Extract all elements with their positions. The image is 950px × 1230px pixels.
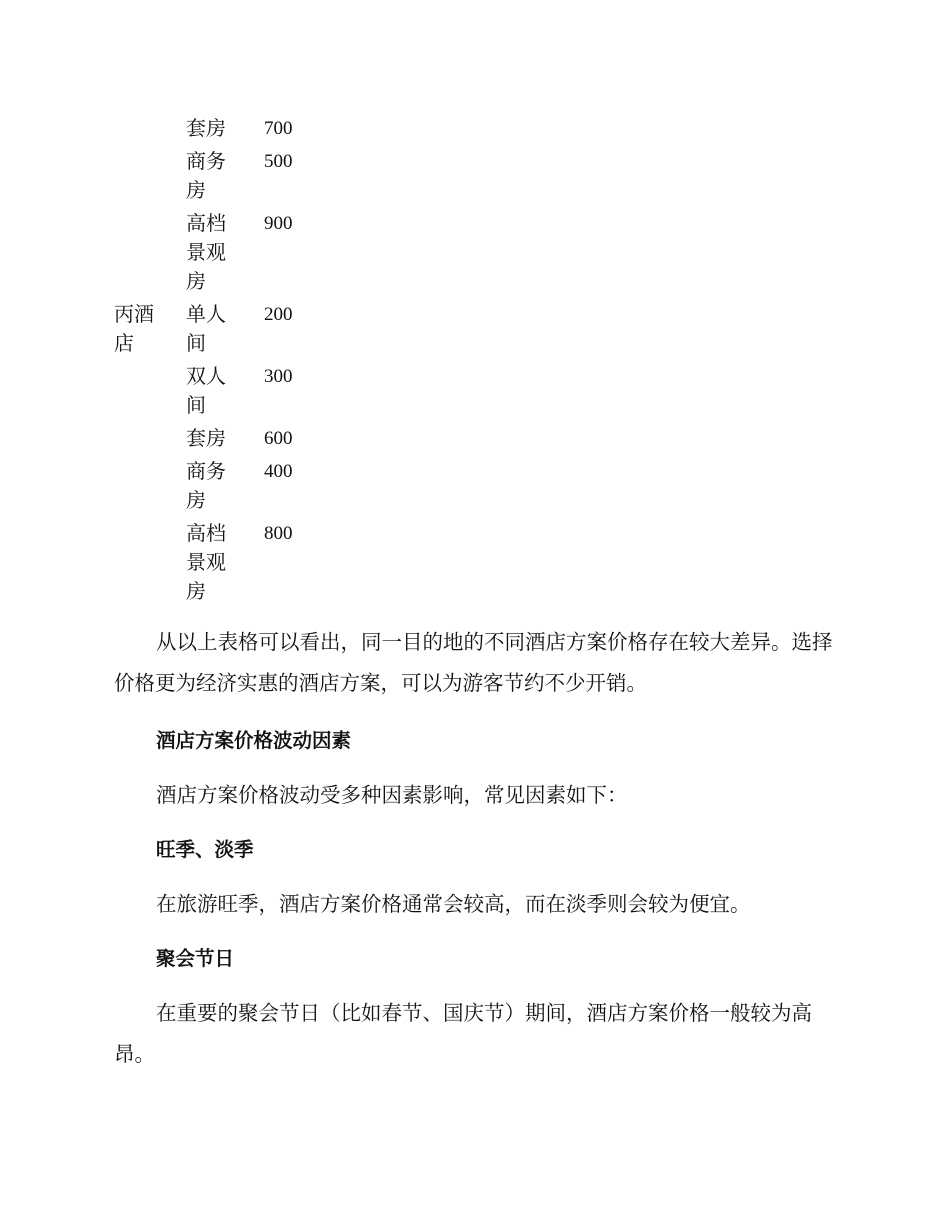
table-row [114, 457, 324, 519]
hotel-name-cell [114, 362, 186, 424]
room-type-cell: 商务房 [186, 459, 226, 512]
price-cell: 300 [264, 366, 293, 387]
factor1-text-block [114, 884, 834, 925]
price-cell: 400 [264, 461, 293, 482]
price-cell: 600 [264, 428, 293, 449]
room-type-cell: 高档景观房 [186, 211, 226, 293]
hotel-name-cell [114, 147, 186, 209]
hotel-name-cell [114, 209, 186, 300]
price-cell: 700 [264, 118, 293, 139]
section-heading: 酒店方案价格波动因素 [156, 729, 352, 752]
factor1-paragraph: 在旅游旺季，酒店方案价格通常会较高，而在淡季则会较为便宜。 [156, 892, 751, 916]
factor1-title-block [114, 829, 834, 870]
factor1-heading: 旺季、淡季 [156, 838, 254, 861]
factor2-text-block [114, 993, 834, 1075]
hotel-name-cell [114, 114, 186, 147]
room-type-cell: 商务房 [186, 149, 226, 202]
section-intro-block [114, 775, 834, 816]
room-type-cell: 单人间 [186, 302, 226, 355]
section-title-block [114, 720, 834, 761]
summary-paragraph: 从以上表格可以看出，同一目的地的不同酒店方案价格存在较大差异。选择价格更为经济实惠的酒店方案，可以为游客节约不少开销。 [114, 630, 833, 695]
table-row [114, 300, 324, 362]
table-row [114, 114, 324, 147]
hotel-name-cell [114, 424, 186, 457]
hotel-name-cell [114, 457, 186, 519]
room-type-cell: 套房 [186, 116, 226, 140]
table-row [114, 362, 324, 424]
summary-block [114, 622, 834, 704]
factor2-heading: 聚会节日 [156, 947, 235, 970]
price-cell: 800 [264, 523, 293, 544]
price-cell: 900 [264, 213, 293, 234]
table-row [114, 519, 324, 610]
table-row [114, 209, 324, 300]
factor2-paragraph: 在重要的聚会节日（比如春节、国庆节）期间，酒店方案价格一般较为高昂。 [114, 1001, 812, 1066]
hotel-name-cell [114, 519, 186, 610]
room-type-cell: 高档景观房 [186, 521, 226, 603]
hotel-price-table [114, 114, 324, 610]
section-intro-paragraph: 酒店方案价格波动受多种因素影响，常见因素如下： [156, 783, 628, 807]
price-cell: 200 [264, 304, 293, 325]
hotel-name-cell: 丙酒店 [114, 302, 154, 355]
price-cell: 500 [264, 151, 293, 172]
table-row [114, 424, 324, 457]
factor2-title-block [114, 938, 834, 979]
room-type-cell: 套房 [186, 426, 226, 450]
room-type-cell: 双人间 [186, 364, 226, 417]
table-row [114, 147, 324, 209]
